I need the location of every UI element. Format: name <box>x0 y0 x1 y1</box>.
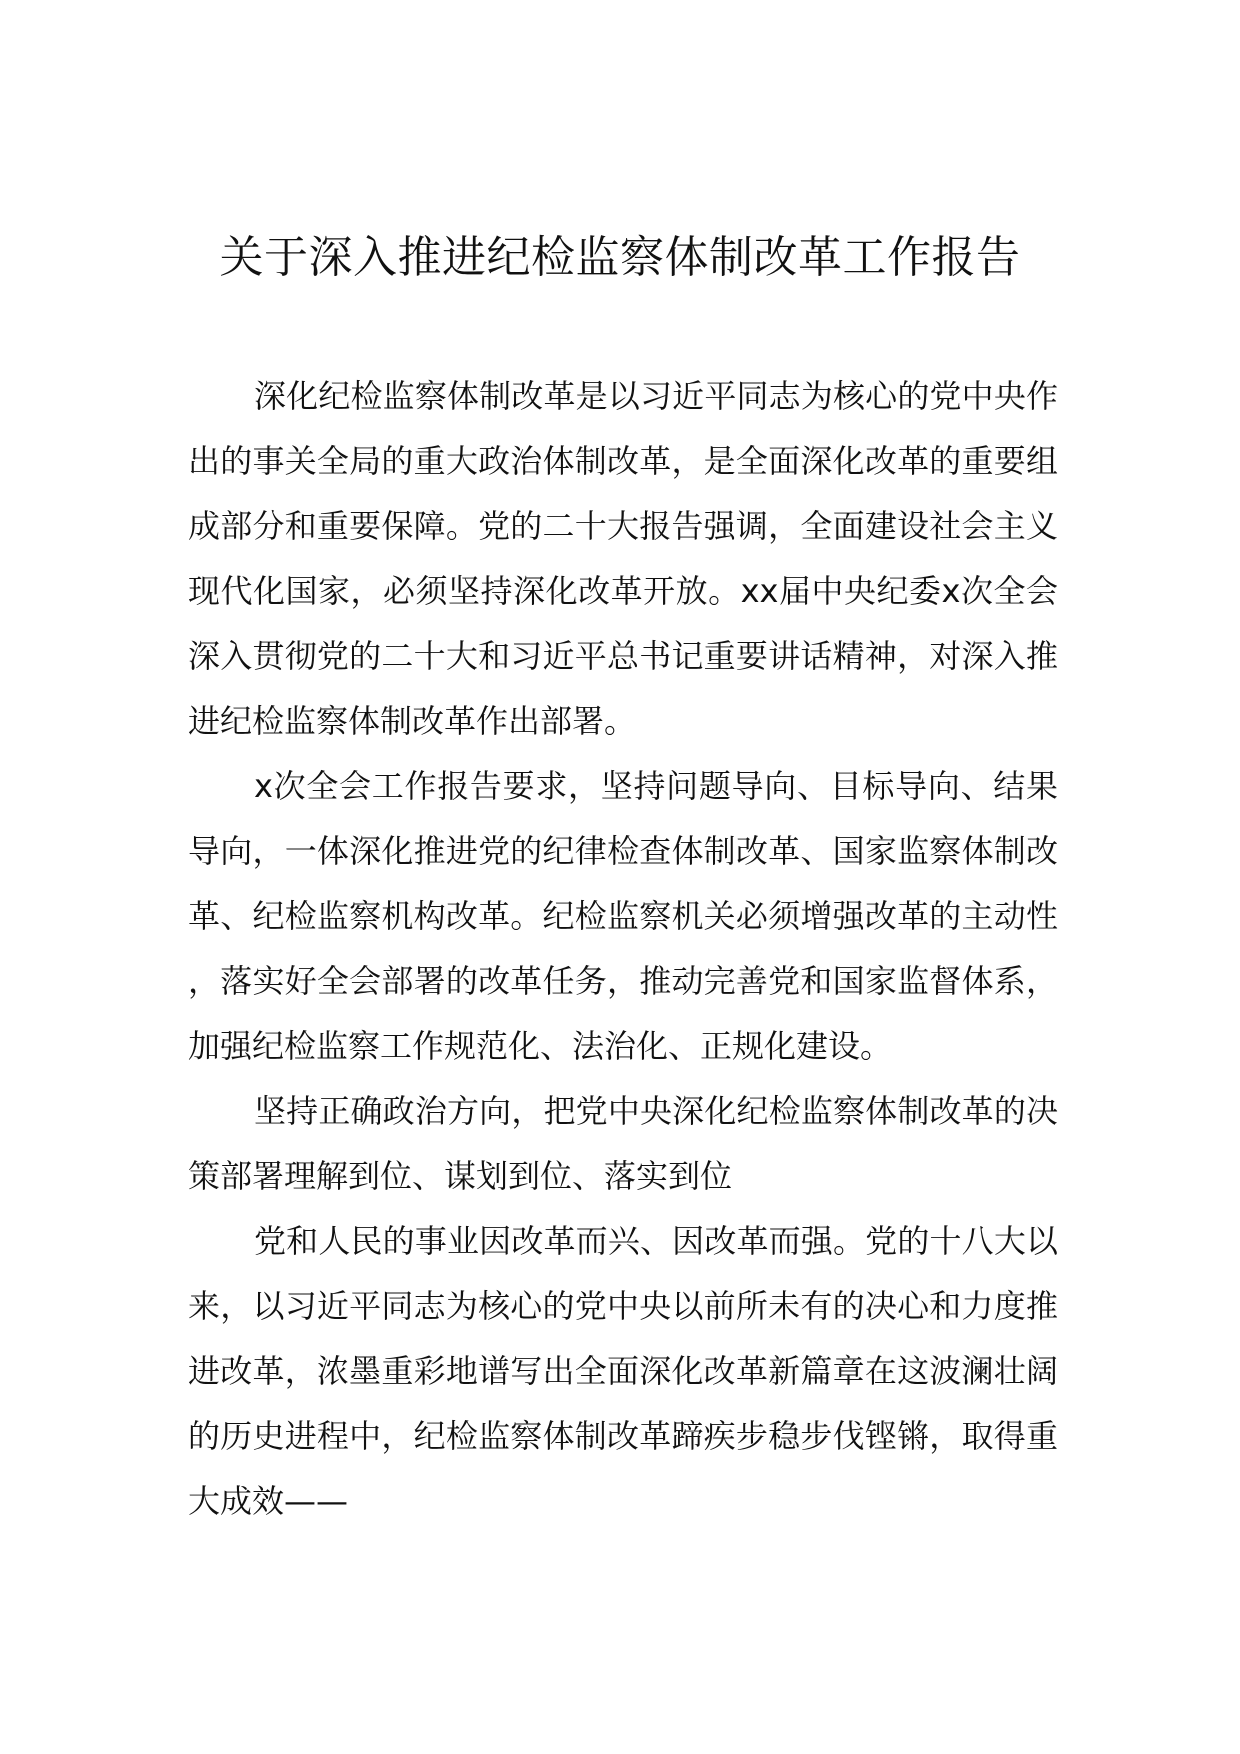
paragraph-2: x次全会工作报告要求，坚持问题导向、目标导向、结果导向，一体深化推进党的纪律检查体制改革、国家监察体制改革、纪检监察机构改革。纪检监察机关必须增强改革的主动性，落实好全会部署的改革任务，推动完善党和国家监督体系，加强纪检监察工作规范化、法治化、正规化建设。 <box>188 767 1058 1065</box>
paragraph-3: 坚持正确政治方向，把党中央深化纪检监察体制改革的决策部署理解到位、谋划到位、落实到位 <box>188 1092 1058 1195</box>
document-body <box>188 364 1058 1534</box>
document-title: 关于深入推进纪检监察体制改革工作报告 <box>219 232 1021 283</box>
paragraph-1: 深化纪检监察体制改革是以习近平同志为核心的党中央作出的事关全局的重大政治体制改革，是全面深化改革的重要组成部分和重要保障。党的二十大报告强调，全面建设社会主义现代化国家，必须坚持深化改革开放。xx届中央纪委x次全会深入贯彻党的二十大和习近平总书记重要讲话精神，对深入推进纪检监察体制改革作出部署。 <box>188 377 1058 740</box>
paragraph-4: 党和人民的事业因改革而兴、因改革而强。党的十八大以来，以习近平同志为核心的党中央以前所未有的决心和力度推进改革，浓墨重彩地谱写出全面深化改革新篇章在这波澜壮阔的历史进程中，纪检监察体制改革蹄疾步稳步伐铿锵，取得重大成效—— <box>188 1222 1058 1520</box>
